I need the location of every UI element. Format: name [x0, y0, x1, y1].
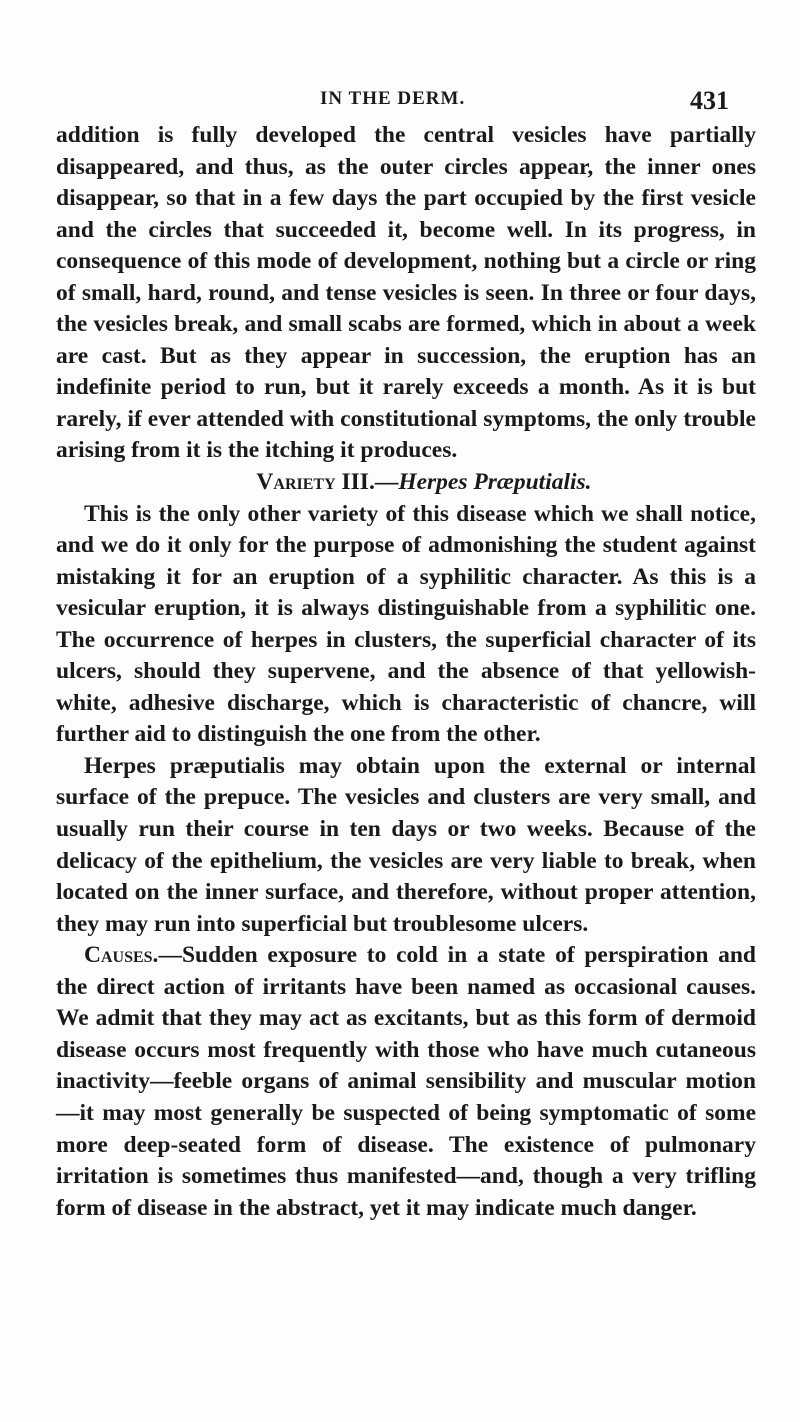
running-head: IN THE DERM.: [320, 88, 466, 109]
paragraph-4: [56, 940, 756, 1224]
paragraph-1: addition is fully developed the central vesicles have partially disappeared, and thus, as the outer circles appear, the inner ones disappear, so that in a few days the part occupied by the first vesicle and the circles that succeeded it, become well. In its progress, in consequence of this mode of development, nothing but a circle or ring of small, hard, round, and tense vesicles is seen. In three or four days, the vesicles break, and small scabs are formed, which in about a week are cast. But as they appear in succession, the eruption has an indefinite period to run, but it rarely exceeds a month. As it is but rarely, if ever attended with constitutional symptoms, the only trouble arising from it is the itching it produces.: [56, 122, 756, 464]
paragraph-3: Herpes præputialis may obtain upon the external or internal surface of the prepuce. The vesicles and clusters are very small, and usually run their course in ten days or two weeks. Because of the delicacy of the epithelium, the vesicles are very liable to break, when located on the inner surface, and therefore, without proper attention, they may run into superficial but troublesome ulcers.: [56, 752, 756, 937]
page-number: 431: [690, 86, 729, 115]
section-heading: [56, 467, 756, 499]
causes-label: Causes.: [84, 942, 159, 969]
heading-dash: —: [374, 469, 399, 496]
heading-title: Herpes Præputialis.: [398, 469, 592, 496]
body-text: [56, 120, 756, 1224]
page-header: [0, 78, 800, 118]
paragraph-2: This is the only other variety of this disease which we shall notice, and we do it only for the purpose of admonishing the student against mistaking it for an eruption of a syphilitic character. As this is a vesicular eruption, it is always distinguishable from a syphilitic one. The occurrence of herpes in clusters, the superficial character of its ulcers, should they supervene, and the absence of that yellowish-white, adhesive discharge, which is characteristic of chancre, will further aid to distinguish the one from the other.: [56, 500, 756, 748]
causes-text: —Sudden exposure to cold in a state of perspiration and the direct action of irritants have been named as occasional causes. We admit that they may act as excitants, but as this form of dermoid disease occurs most frequently with those who have much cutaneous inactivity—feeble organs of animal sensibility and muscular motion—it may most generally be suspected of being symptomatic of some more deep-seated form of disease. The existence of pulmonary irritation is sometimes thus manifested—and, though a very trifling form of disease in the abstract, yet it may indicate much danger.: [56, 942, 756, 1221]
heading-label: Variety III.: [256, 469, 375, 496]
